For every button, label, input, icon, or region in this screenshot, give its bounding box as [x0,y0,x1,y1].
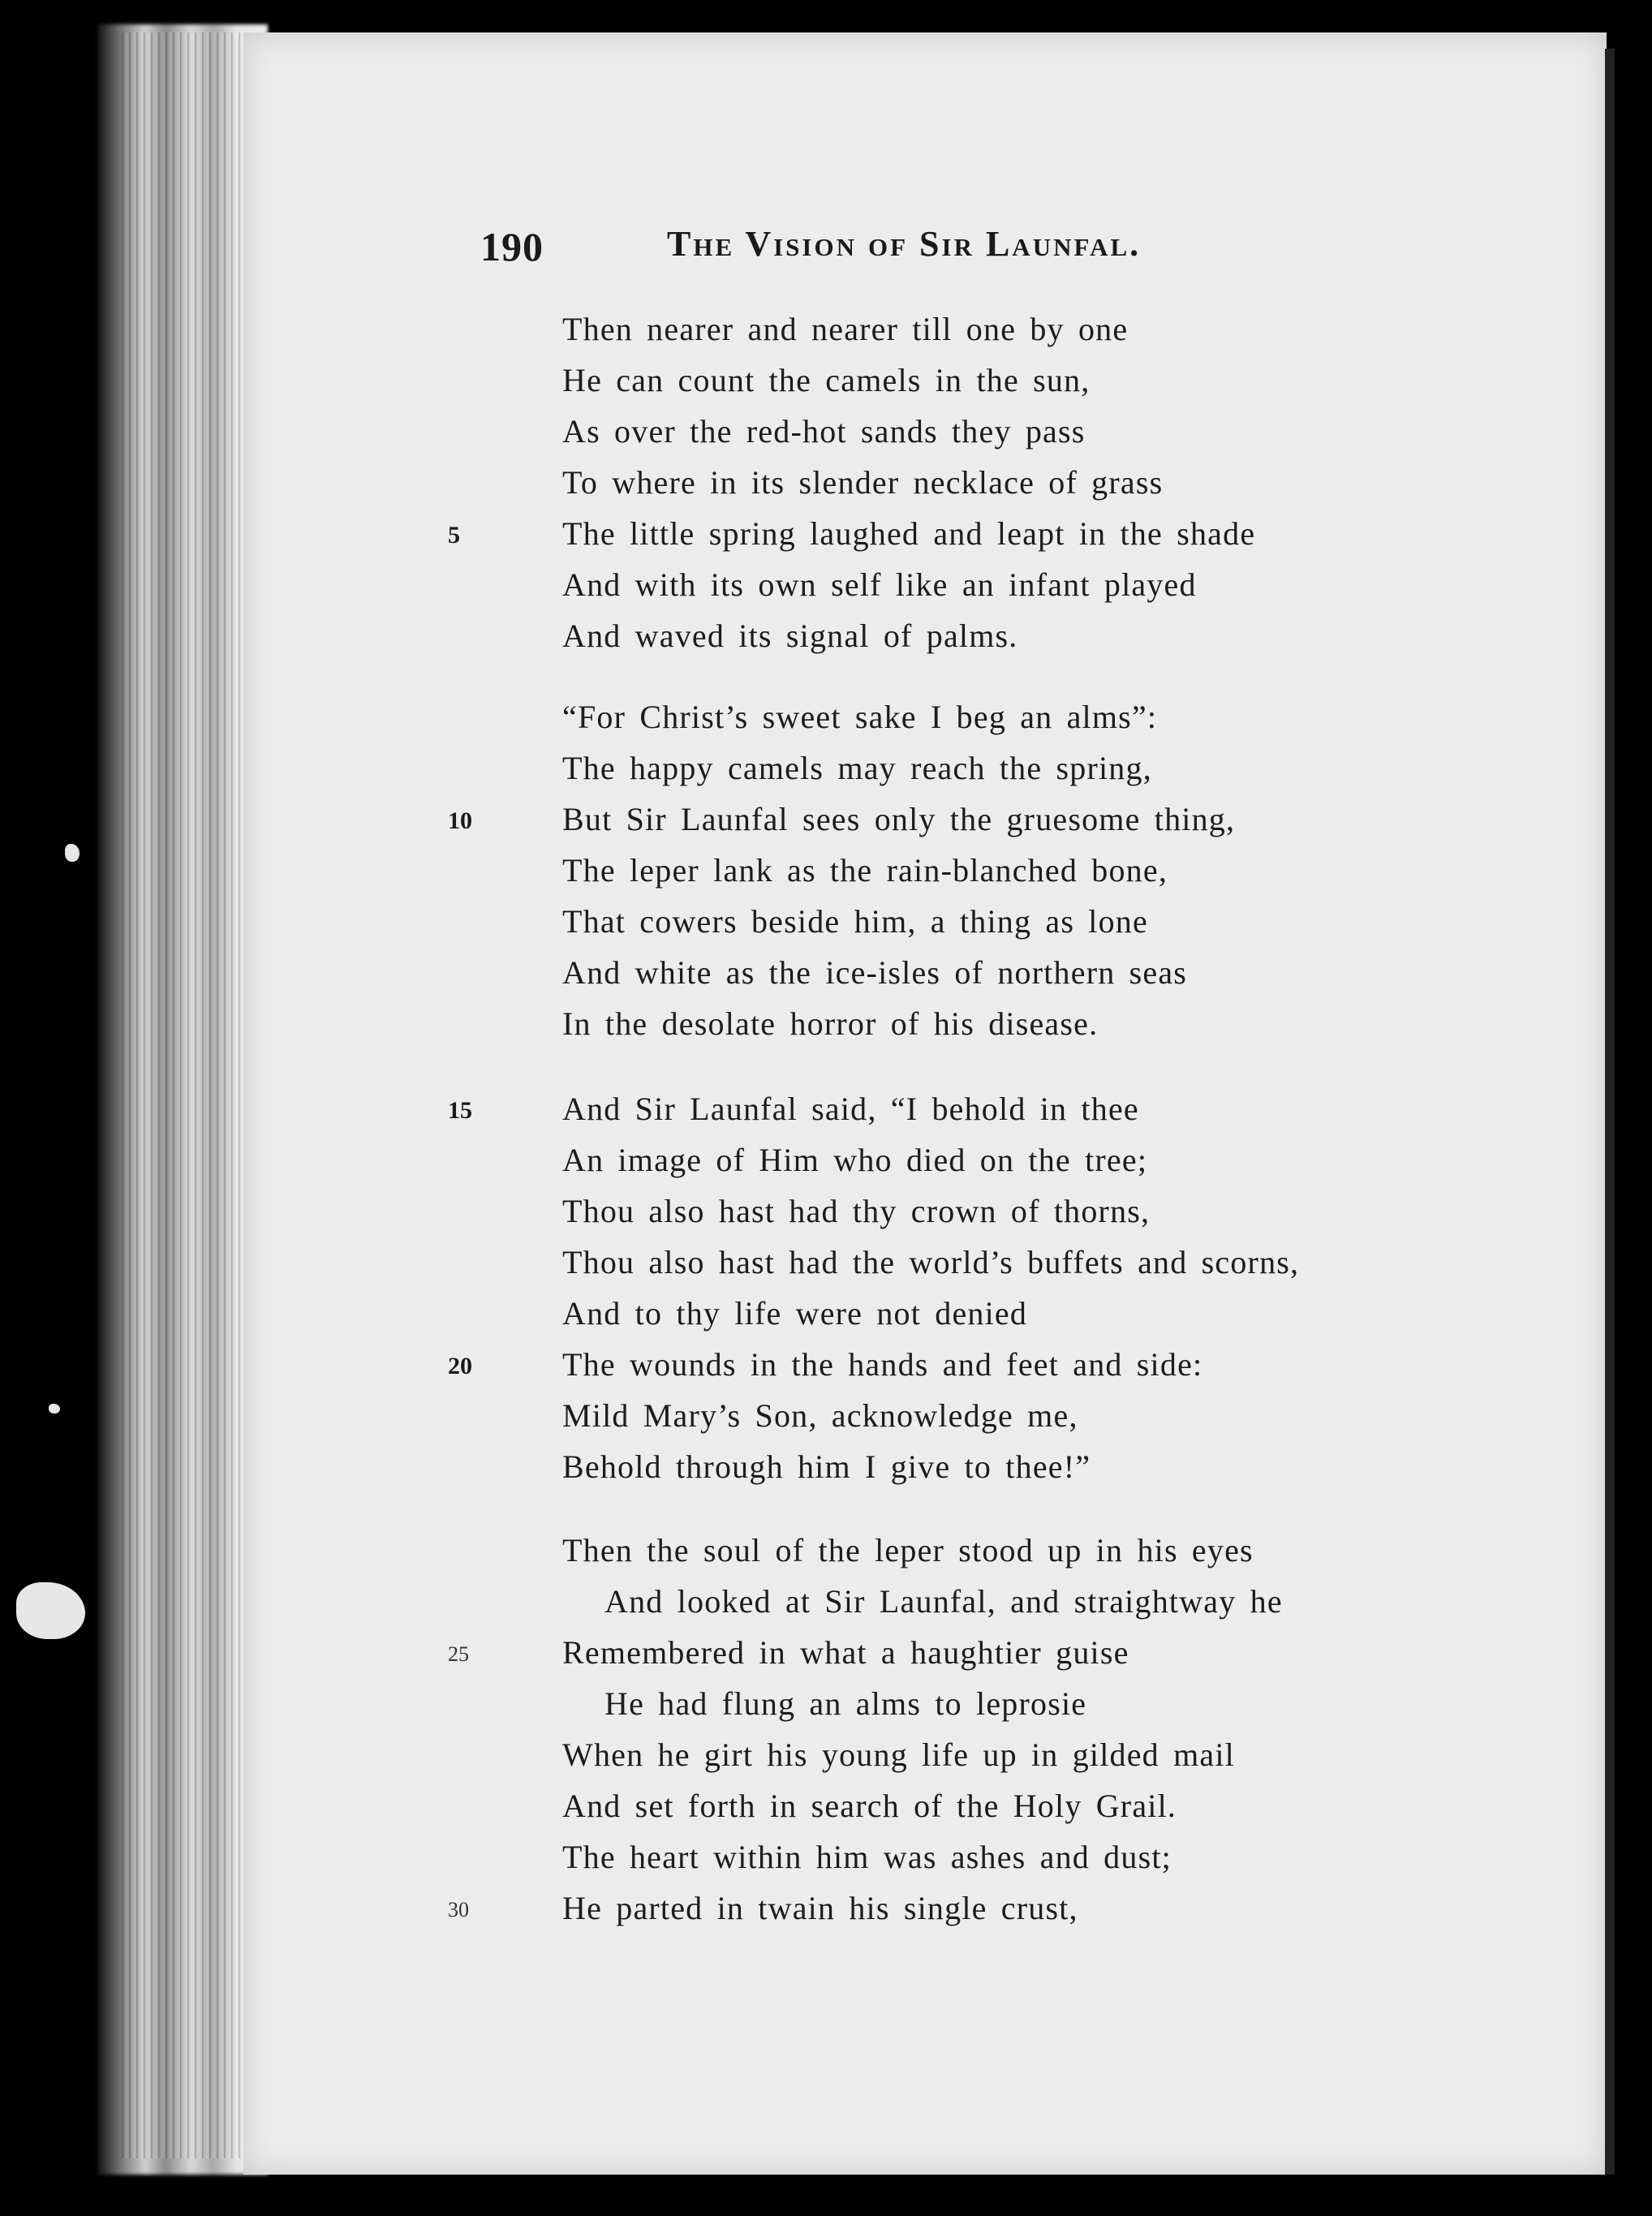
poem-line: And Sir Launfal said, “I behold in thee [562,1091,1139,1127]
poem-line: He parted in twain his single crust, [562,1890,1078,1926]
poem-line: An image of Him who died on the tree; [562,1142,1148,1178]
poem-line: And white as the ice-isles of northern seas [562,954,1188,991]
poem-line: In the desolate horror of his disease. [562,1005,1099,1042]
poem-line: “For Christ’s sweet sake I beg an alms”: [562,699,1158,735]
poem-line: As over the red-hot sands they pass [562,413,1086,450]
line-number: 20 [448,1353,472,1379]
poem-line: But Sir Launfal sees only the gruesome thing, [562,801,1236,837]
running-title: The Vision of Sir Launfal. [667,224,1142,264]
poem-line: The leper lank as the rain-blanched bone, [562,852,1168,889]
poem-line: When he girt his young life up in gilded mail [562,1736,1235,1773]
line-number: 15 [448,1097,472,1124]
poem-line: And waved its signal of palms. [562,617,1018,654]
poem-line: That cowers beside him, a thing as lone [562,903,1148,940]
poem-line: The happy camels may reach the spring, [562,750,1152,786]
poem-line: And set forth in search of the Holy Grail. [562,1788,1177,1824]
poem-line: The wounds in the hands and feet and side: [562,1346,1203,1383]
poem-line: Thou also hast had thy crown of thorns, [562,1193,1151,1229]
poem-line: And looked at Sir Launfal, and straightway he [604,1583,1283,1620]
poem-line: And to thy life were not denied [562,1295,1028,1332]
page-number: 190 [480,224,544,269]
poem-line: Remembered in what a haughtier guise [562,1634,1129,1671]
poem-line: He can count the camels in the sun, [562,362,1091,398]
poem-line: Then nearer and nearer till one by one [562,311,1129,347]
poem-line: Behold through him I give to thee!” [562,1448,1091,1485]
line-number: 10 [448,807,472,834]
poem-line: Mild Mary’s Son, acknowledge me, [562,1397,1078,1434]
poem-line: To where in its slender necklace of grass [562,464,1164,501]
poem-line: Thou also hast had the world’s buffets and scorns, [562,1244,1300,1280]
line-number: 25 [448,1642,469,1666]
poem-line: Then the soul of the leper stood up in his eyes [562,1532,1254,1568]
line-number: 30 [448,1898,469,1921]
poem-line: The heart within him was ashes and dust; [562,1839,1172,1875]
poem-line: The little spring laughed and leapt in the shade [562,515,1256,552]
poem-line: And with its own self like an infant played [562,566,1197,603]
line-number: 5 [448,522,460,549]
poem-line: He had flung an alms to leprosie [604,1685,1087,1722]
